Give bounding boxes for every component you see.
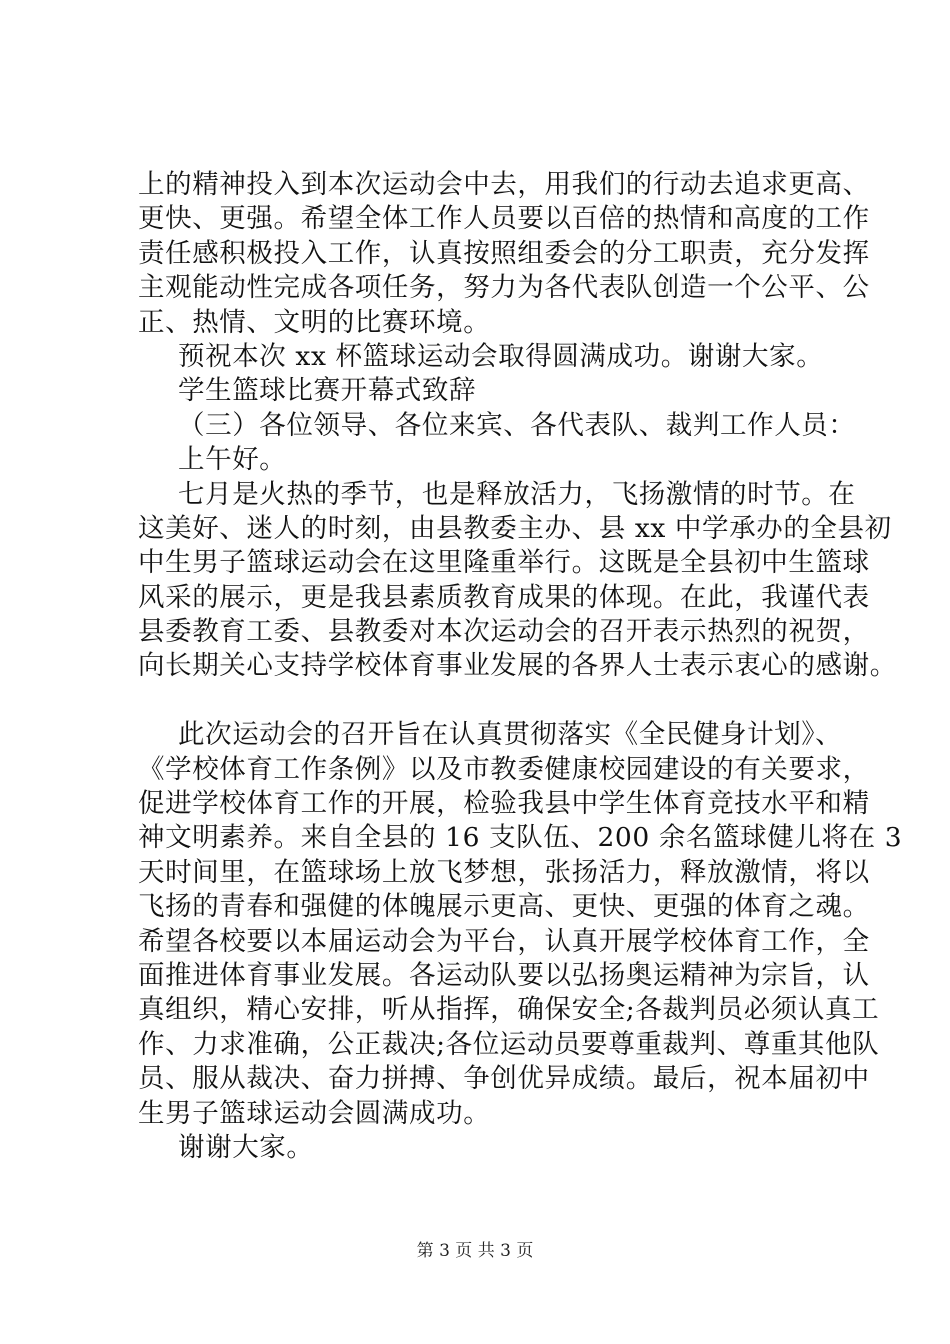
text-line: 七月是火热的季节，也是释放活力，飞扬激情的时节。在 bbox=[178, 478, 856, 510]
text-line: 正、热情、文明的比赛环境。 bbox=[138, 306, 491, 338]
text-line: （三）各位领导、各位来宾、各代表队、裁判工作人员： bbox=[178, 409, 856, 441]
text-line: 真组织，精心安排，听从指挥，确保安全;各裁判员必须认真工 bbox=[138, 994, 880, 1026]
page-footer: 第 3 页 共 3 页 bbox=[416, 1241, 534, 1261]
text-line: 风采的展示，更是我县素质教育成果的体现。在此，我谨代表 bbox=[138, 581, 870, 613]
text-line: 希望各校要以本届运动会为平台，认真开展学校体育工作，全 bbox=[138, 925, 870, 957]
text-line: 面推进体育事业发展。各运动队要以弘扬奥运精神为宗旨，认 bbox=[138, 959, 870, 991]
text-line: 谢谢大家。 bbox=[178, 1131, 314, 1163]
text-line: 责任感积极投入工作，认真按照组委会的分工职责，充分发挥 bbox=[138, 237, 870, 269]
document-body bbox=[138, 168, 903, 1165]
text-line: 上的精神投入到本次运动会中去，用我们的行动去追求更高、 bbox=[138, 169, 870, 200]
text-line: 飞扬的青春和强健的体魄展示更高、更快、更强的体育之魂。 bbox=[138, 891, 870, 923]
text-line: 向长期关心支持学校体育事业发展的各界人士表示衷心的感谢。 bbox=[138, 650, 897, 682]
text-line: 此次运动会的召开旨在认真贯彻落实《全民健身计划》、 bbox=[178, 719, 843, 751]
text-line: 员、服从裁决、奋力拼搏、争创优异成绩。最后，祝本届初中 bbox=[138, 1063, 870, 1095]
text-line: 《学校体育工作条例》以及市教委健康校园建设的有关要求， bbox=[138, 753, 870, 785]
text-line: 学生篮球比赛开幕式致辞 bbox=[178, 375, 477, 407]
text-line: 天时间里，在篮球场上放飞梦想，张扬活力，释放激情，将以 bbox=[138, 856, 870, 888]
text-line: 这美好、迷人的时刻，由县教委主办、县 xx 中学承办的全县初 bbox=[138, 512, 892, 544]
text-line: 生男子篮球运动会圆满成功。 bbox=[138, 1097, 491, 1129]
text-line: 上午好。 bbox=[178, 444, 287, 476]
text-line: 神文明素养。来自全县的 16 支队伍、200 余名篮球健儿将在 3 bbox=[138, 822, 903, 854]
text-line: 预祝本次 xx 杯篮球运动会取得圆满成功。谢谢大家。 bbox=[178, 340, 824, 372]
blank-line bbox=[138, 684, 858, 718]
text-line: 作、力求准确，公正裁决;各位运动员要尊重裁判、尊重其他队 bbox=[138, 1028, 880, 1060]
text-line: 县委教育工委、县教委对本次运动会的召开表示热烈的祝贺， bbox=[138, 616, 870, 648]
text-line: 中生男子篮球运动会在这里隆重举行。这既是全县初中生篮球 bbox=[138, 547, 870, 579]
text-line: 主观能动性完成各项任务，努力为各代表队创造一个公平、公 bbox=[138, 272, 870, 304]
text-line: 促进学校体育工作的开展，检验我县中学生体育竞技水平和精 bbox=[138, 788, 870, 820]
text-line: 更快、更强。希望全体工作人员要以百倍的热情和高度的工作 bbox=[138, 203, 870, 235]
